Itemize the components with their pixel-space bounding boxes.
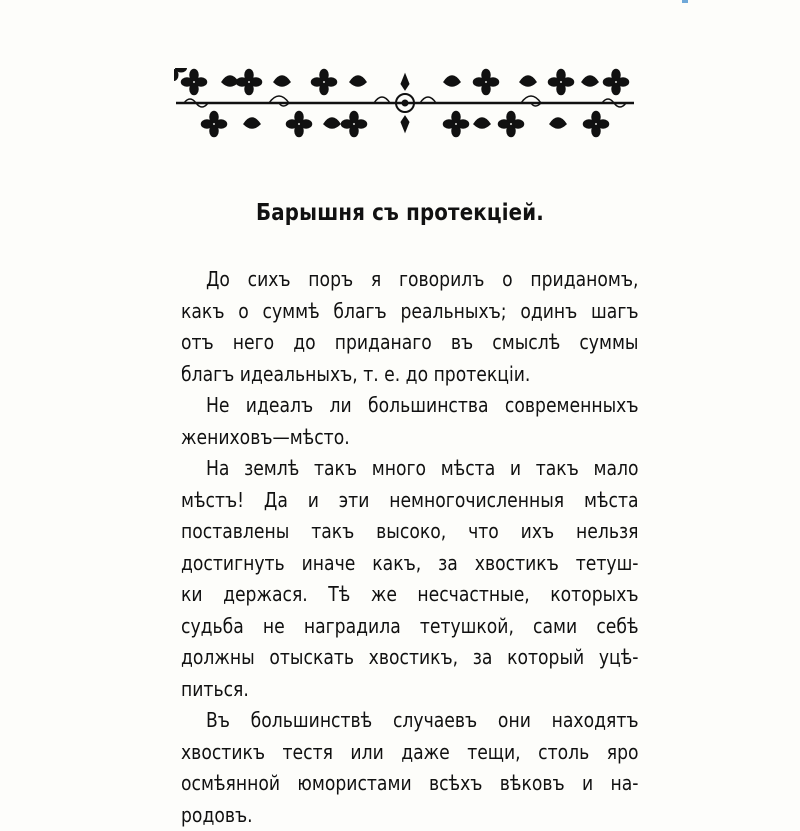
text-line: жениховъ—мѣсто. xyxy=(181,422,639,454)
text-line: мѣстъ! Да и эти немногочисленныя мѣста xyxy=(181,485,639,517)
text-line: Въ большинствѣ случаевъ они находятъ xyxy=(181,705,639,737)
text-line: питься. xyxy=(181,674,639,706)
text-line: Не идеалъ ли большинства современныхъ xyxy=(181,390,639,422)
text-line: ки держася. Тѣ же несчастные, которыхъ xyxy=(181,579,639,611)
scan-edge-mark xyxy=(682,0,688,3)
text-line: осмѣянной юмористами всѣхъ вѣковъ и на- xyxy=(181,768,639,800)
text-line: судьба не наградила тетушкой, сами себѣ xyxy=(181,611,639,643)
chapter-title: Барышня съ протекціей. xyxy=(56,200,744,226)
text-line: хвостикъ тестя или даже тещи, столь яро xyxy=(181,737,639,769)
text-line: должны отыскать хвостикъ, за который уцѣ- xyxy=(181,642,639,674)
text-line: какъ о суммѣ благъ реальныхъ; одинъ шагъ xyxy=(181,296,639,328)
body-text xyxy=(181,264,639,831)
text-line: отъ него до приданаго въ смыслѣ суммы xyxy=(181,327,639,359)
text-line: До сихъ поръ я говорилъ о приданомъ, xyxy=(181,264,639,296)
text-line: достигнуть иначе какъ, за хвостикъ тетуш- xyxy=(181,548,639,580)
floral-ornament-icon xyxy=(174,68,636,138)
text-line: На землѣ такъ много мѣста и такъ мало xyxy=(181,453,639,485)
text-line: благъ идеальныхъ, т. е. до протекціи. xyxy=(181,359,639,391)
text-line: поставлены такъ высоко, что ихъ нельзя xyxy=(181,516,639,548)
text-line: родовъ. xyxy=(181,800,639,831)
